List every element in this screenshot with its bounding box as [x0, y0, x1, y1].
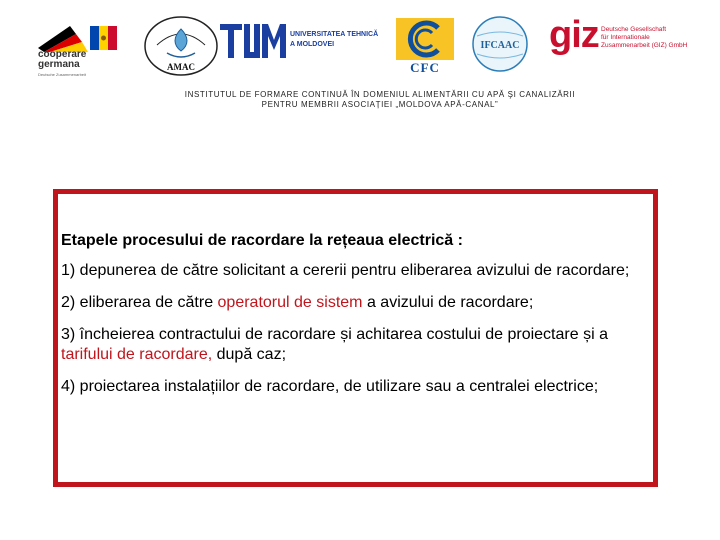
institute-header: [0, 90, 720, 110]
step-3: [61, 325, 651, 365]
logo-bar: [0, 0, 720, 90]
institute-line2: PENTRU MEMBRII ASOCIAȚIEI „MOLDOVA APĂ-CANAL”: [261, 100, 499, 109]
germany-moldova-flag-icon: [30, 22, 125, 52]
ifcaac-label: IFCAAC: [480, 40, 520, 51]
step-3-text: 3) încheierea contractului de racordare și achitarea costului de proiectare și a: [61, 326, 608, 343]
cooperare-tagline: Deutsche Zusammenarbeit: [38, 72, 87, 77]
step-2-text: 2) eliberarea de către: [61, 294, 218, 311]
institute-line1: INSTITUTUL DE FORMARE CONTINUĂ ÎN DOMENIUL ALIMENTĂRII CU APĂ ŞI CANALIZĂRII: [184, 90, 576, 99]
content-body: [61, 231, 651, 409]
step-2: [61, 293, 651, 313]
cfc-label: CFC: [410, 60, 440, 75]
cooperare-germana-logo: [30, 22, 125, 78]
utm-name: UNIVERSITATEA TEHNICĂ A MOLDOVEI: [290, 31, 379, 48]
cfc-logo: [394, 16, 456, 78]
amac-label: AMAC: [167, 62, 195, 72]
step-3-tail: după caz;: [212, 346, 287, 363]
cfc-emblem-icon: [394, 16, 456, 62]
utm-logo: [220, 20, 380, 66]
step-2-tail: a avizului de racordare;: [362, 294, 534, 311]
cooperare-germana-text: cooperare germana: [38, 49, 87, 70]
content-heading: Etapele procesului de racordare la rețeaua electrică :: [61, 232, 463, 249]
step-4: 4) proiectarea instalațiilor de racordare, de utilizare sau a centralei electrice;: [61, 378, 599, 395]
step-2-highlight: operatorul de sistem: [217, 294, 363, 311]
utm-emblem-icon: [220, 20, 290, 66]
ifcaac-logo: [471, 14, 529, 74]
amac-logo: [143, 15, 219, 77]
giz-logo: [549, 14, 709, 68]
step-3-highlight: tarifului de racordare,: [61, 346, 213, 363]
step-1: 1) depunerea de către solicitant a cererii pentru eliberarea avizului de racordare;: [61, 262, 630, 279]
giz-word: giz: [549, 14, 599, 56]
giz-description: Deutsche Gesellschaft für Internationale Zusammenarbeit (GIZ) GmbH: [601, 26, 688, 49]
